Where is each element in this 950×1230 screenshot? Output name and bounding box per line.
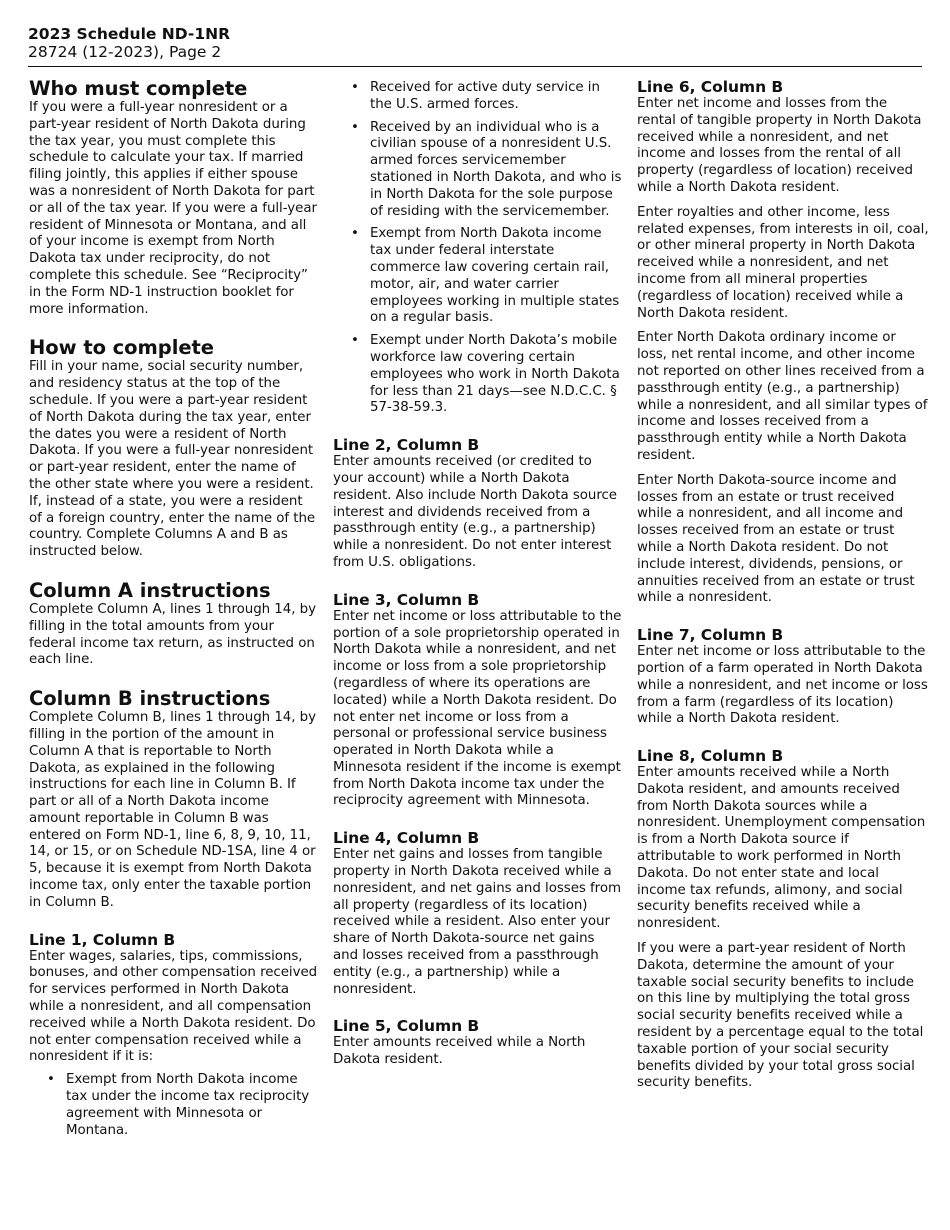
section-heading: Who must complete — [29, 77, 248, 100]
column-middle — [333, 78, 623, 1088]
section-heading: Column B instructions — [29, 687, 271, 711]
line-heading: Line 3, Column B — [333, 590, 480, 609]
section-column-a — [29, 580, 319, 669]
column-left — [29, 78, 319, 1158]
line-text: Enter net income and losses from the rental of tangible property in North Dakota received while a nonresident, and net income and losses from the rental of all property (regardless of location) received while a North Dakota resident. — [637, 96, 922, 195]
list-item: • Exempt from North Dakota income tax under the income tax reciprocity agreement with Minnesota or Montana. — [29, 1072, 319, 1139]
form-number: 28724 (12-2023), Page 2 — [28, 43, 222, 61]
exemption-list-continued — [333, 80, 623, 417]
line-text: Enter wages, salaries, tips, commissions, bonuses, and other compensation received for services performed in North Dakota while a nonresident, and all compensation received while a North Dakota resident. Do not enter compensation received while a nonresident if it is: — [29, 948, 318, 1065]
section-heading: How to complete — [29, 336, 214, 360]
section-column-b — [29, 688, 319, 912]
line-heading: Line 6, Column B — [637, 78, 784, 96]
list-item: • Received by an individual who is a civilian spouse of a nonresident U.S. armed forces servicemember stationed in North Dakota, and who is in North Dakota for the sole purpose of residing with the servicemember. — [333, 120, 623, 221]
section-line-8 — [637, 747, 929, 1092]
section-how-to-complete — [29, 337, 319, 561]
section-line-1 — [29, 931, 319, 1140]
line-heading: Line 5, Column B — [333, 1017, 480, 1036]
line-heading: Line 8, Column B — [637, 747, 784, 766]
line-text: If you were a part-year resident of North Dakota, determine the amount of your taxable social security benefits to include on this line by multiplying the total gross social security benefits received while a resident by a percentage equal to the total taxable portion of your social security benefits divided by your total gross social security benefits. — [637, 941, 924, 1091]
line-text: Enter net gains and losses from tangible property in North Dakota received while a nonresident, and net gains and losses from all property (regardless of its location) received while a resident. Also enter your share of North Dakota-source net gains and losses received from a passthrough entity (e.g., a partnership) while a nonresident. — [333, 847, 621, 997]
list-item: • Exempt from North Dakota income tax under federal interstate commerce law covering certain rail, motor, air, and water carrier employees working in multiple states on a regular basis. — [333, 226, 623, 327]
section-line-3 — [333, 591, 623, 811]
section-heading: Column A instructions — [29, 578, 271, 602]
section-line-5 — [333, 1017, 623, 1069]
list-item: • Exempt under North Dakota’s mobile workforce law covering certain employees who work in North Dakota for less than 21 days—see N.D.C.C. § 57-38-59.3. — [333, 333, 623, 417]
line-heading: Line 1, Column B — [29, 930, 176, 949]
line-heading: Line 4, Column B — [333, 829, 480, 848]
section-text: Complete Column B, lines 1 through 14, by filling in the portion of the amount in Column A that is reportable to North Dakota, as explained in the following instructions for each line in Column B. If part or all of a North Dakota income amount reportable in Column B was entered on Form ND-1, line 6, 8, 9, 10, 11, 14, or 15, or on Schedule ND-1SA, line 4 or 5, because it is exempt from North Dakota income tax, only enter the taxable portion in Column B. — [29, 710, 316, 910]
line-text: Enter amounts received while a North Dakota resident. — [333, 1035, 586, 1068]
exemption-list — [29, 1072, 319, 1139]
section-line-4 — [333, 829, 623, 998]
section-line-6 — [637, 78, 929, 607]
line-text: Enter North Dakota-source income and losses from an estate or trust received while a nonresident, and all income and losses received from an estate or trust while a North Dakota resident. Do not include interest, dividends, pensions, or annuities received from an estate or trust while a nonresident. — [637, 472, 915, 606]
section-text: Fill in your name, social security number, and residency status at the top of the schedule. If you were a part-year resident of North Dakota during the tax year, enter the dates you were a resident of North Dakota. If you were a full-year nonresident or part-year resident, enter the name of the other state where you were a resident. If, instead of a state, you were a resident of a foreign country, enter the name of the country. Complete Columns A and B as instructed below. — [29, 359, 316, 560]
line-text: Enter royalties and other income, less related expenses, from interests in oil, coal, or other mineral property in North Dakota received while a nonresident, and net income from all mineral properties (regardless of location) received while a North Dakota resident. — [637, 204, 929, 321]
section-text: Complete Column A, lines 1 through 14, by filling in the total amounts from your federal income tax return, as instructed on each line. — [29, 601, 316, 668]
line-text: Enter amounts received (or credited to your account) while a North Dakota resident. Also include North Dakota source interest and dividends received from a passthrough entity (e.g., a partnership) while a nonresident. Do not enter interest from U.S. obligations. — [333, 454, 617, 570]
line-text: Enter North Dakota ordinary income or loss, net rental income, and other income not reported on other lines received from a passthrough entity (e.g., a partnership) while a nonresident, and all similar types of income and losses received from a passthrough entity while a North Dakota resident. — [637, 330, 928, 463]
section-line-2 — [333, 436, 623, 572]
column-right — [637, 78, 929, 1111]
section-who-must-complete — [29, 78, 319, 318]
header-divider — [28, 66, 922, 67]
schedule-title: 2023 Schedule ND-1NR — [28, 25, 231, 43]
line-text: Enter net income or loss attributable to the portion of a farm operated in North Dakota while a nonresident, and net income or loss from a farm (regardless of its location) while a North Dakota resident. — [637, 644, 928, 727]
section-line-1-continued — [333, 80, 623, 417]
line-heading: Line 2, Column B — [333, 436, 480, 455]
line-text: Enter amounts received while a North Dakota resident, and amounts received from North Dakota sources while a nonresident. Unemployment compensation is from a North Dakota source if attributable to work performed in North Dakota. Do not enter state and local income tax refunds, alimony, and social security benefits received while a nonresident. — [637, 765, 926, 932]
section-line-7 — [637, 626, 929, 728]
line-heading: Line 7, Column B — [637, 626, 784, 645]
line-text: Enter net income or loss attributable to the portion of a sole proprietorship operated in North Dakota while a nonresident, and net income or loss from a sole proprietorship (regardless of where its operations are located) while a North Dakota resident. Do not enter net income or loss from a personal or professional service business operated in North Dakota while a Minnesota resident if the income is exempt from North Dakota income tax under the reciprocity agreement with Minnesota. — [333, 608, 622, 809]
list-item: • Received for active duty service in the U.S. armed forces. — [333, 80, 623, 114]
page-header — [28, 25, 922, 61]
section-text: If you were a full-year nonresident or a part-year resident of North Dakota during the tax year, you must complete this schedule to calculate your tax. If married filing jointly, this applies if either spouse was a nonresident of North Dakota for part or all of the tax year. If you were a full-year resident of Minnesota or Montana, and all of your income is exempt from North Dakota tax under reciprocity, do not complete this schedule. See “Reciprocity” in the Form ND-1 instruction booklet for more information. — [29, 100, 317, 317]
